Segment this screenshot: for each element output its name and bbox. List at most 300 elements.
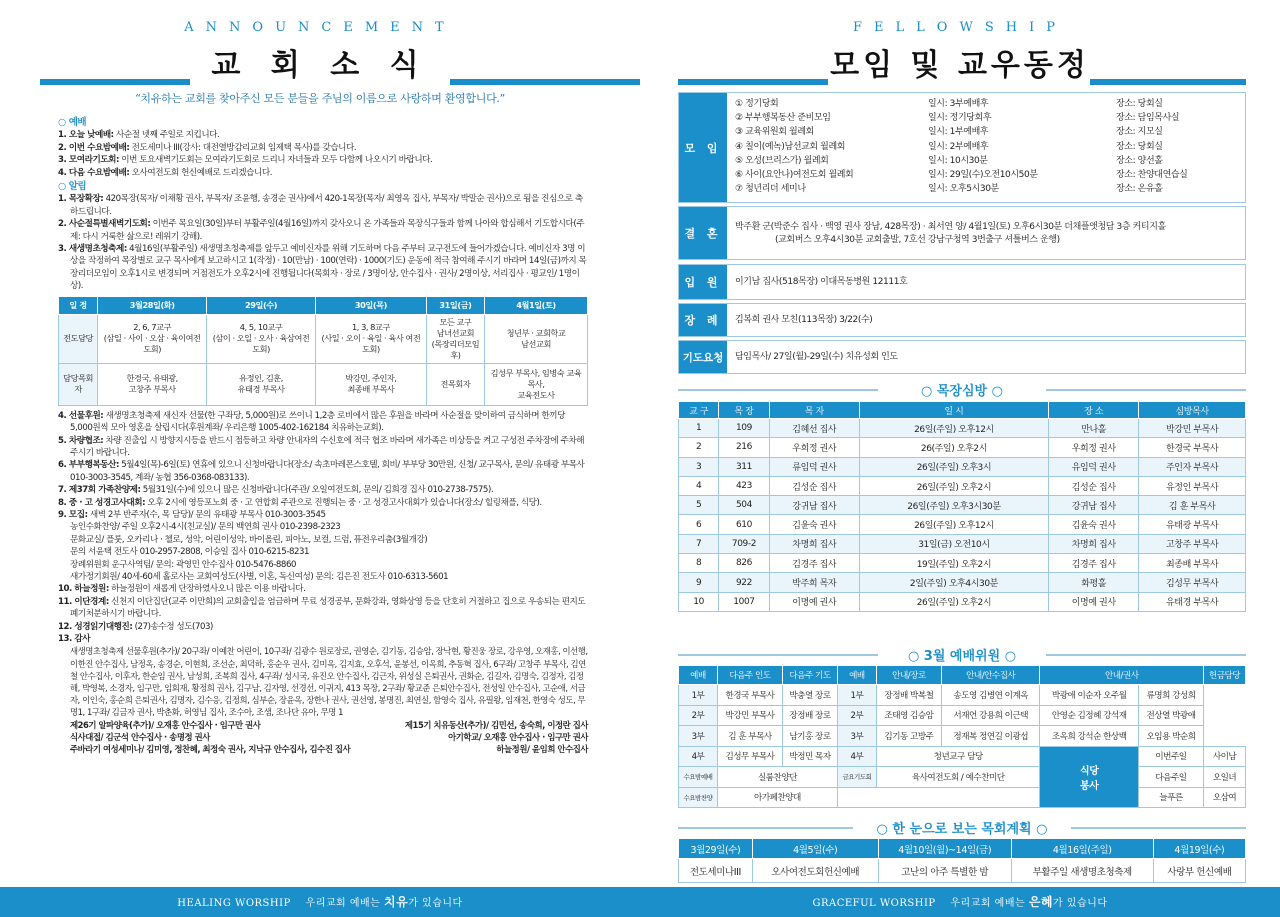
worship-row [679,787,1246,808]
visit-cell: 김혜선 집사 [769,419,859,438]
notice-item [58,621,588,633]
visit-cell: 10 [679,592,719,611]
visit-cell: 26일(주일) 오후3시30분 [859,496,1048,515]
worship-cell: 서재언 강용희 이근택 [942,705,1040,726]
wedding-line-1: 박주환 군(박준수 집사 · 백영 권사 장남, 428목장) · 최서연 양/ 4월1일(토) 오후6시30분 더채플앳청담 3층 커티지홀 [735,222,1166,232]
notice-item-value: 새벽 2부 반주자(수, 목 담당)/ 문의 유태광 부목사 010-3003-3545 [87,509,326,520]
recruit-line: 장례위원회 운구사역팀/ 문의: 곽영민 안수집사 010-5476-8860 [70,559,296,570]
notice-item-key: 1. 목장확장: [58,194,104,205]
worship-header: 헌금담당 [1204,666,1246,685]
title-rule-right-r [1090,79,1246,85]
title-rule-right [450,79,640,85]
meeting-cell: 일시: 정기당회후 [928,113,992,124]
worship-bar-right [1046,654,1246,656]
worship-item [58,167,588,179]
meeting-cell: 장소: 담임목사실 [1116,113,1180,124]
visit-cell: 504 [719,496,769,515]
meeting-cell: 장소: 당회실 [1116,99,1163,109]
notice-list [58,193,588,292]
visit-cell: 610 [719,515,769,534]
visit-cell: 이명예 권사 [769,592,859,611]
thanks-left: 식사대접/ 김군석 안수집사 · 송명정 권사 [70,731,210,742]
worship-cell: 아가페찬양대 [717,787,837,808]
worship-row [679,726,1246,747]
worship-header: 안내/권사 [1040,666,1204,685]
evangelism-schedule-table [58,296,588,406]
notice-item-key: 4. 선물후원: [58,410,104,421]
plan-header: 4월16일(주일) [1011,839,1153,859]
notice-item-key: 10. 하늘정원: [58,584,109,595]
worship-row [679,685,1246,706]
plan-header: 4월19일(수) [1153,839,1245,859]
meeting-cell: ② 부부행복동산 준비모임 [735,113,831,124]
visit-cell: 26일(주일) 오후3시 [859,457,1048,476]
visit-cell: 차명희 집사 [1049,534,1139,553]
visit-cell: 26(주일) 오후2시 [859,438,1048,457]
worship-cell: 김 훈 부목사 [717,726,782,747]
schedule-header: 29일(수) [207,296,316,314]
visit-cell: 7 [679,534,719,553]
recruit-line: 문의 서윤택 전도사 010-2957-2808, 이승일 집사 010-6215-8231 [70,547,310,558]
schedule-row [59,314,588,363]
thanks-left: 주바라기 여성세미나/ 김미영, 정찬혜, 최정숙 권사, 지낙규 안수집사, 김수진 집사 [70,744,351,755]
visit-cell: 826 [719,554,769,573]
meal-cell: 사이남 [1204,746,1246,767]
visit-cell: 한경국 부목사 [1139,438,1246,457]
plan-header: 4월5일(수) [752,839,878,859]
notice-item-value: (27)송수정 성도(703) [132,621,213,632]
schedule-header: 31일(금) [426,296,484,314]
notice-item-key: 13. 감사 [58,634,91,644]
notice-list-2 [58,410,588,522]
hospital-box [678,264,1246,300]
meeting-cell: ⑤ 오성(브리스가) 월례회 [735,155,829,166]
hospital-text: 이기남 집사(518목장) 이대목동병원 12111호 [735,277,908,287]
visit-cell: 박주희 목자 [769,573,859,592]
plan-cell: 고난의 아주 특별한 밤 [878,859,1011,883]
visit-cell: 강귀남 집사 [1049,496,1139,515]
visit-row [679,419,1246,438]
visit-cell: 차명희 집사 [769,534,859,553]
schedule-cell: 모든 교구 남녀선교회 (목장리더모임후) [426,314,484,363]
notice-item-value: 차량 진출입 시 방향지시등을 반드시 점등하고 차량 안내자의 수신호에 적극 협조 바라며 새가족은 비상등을 켜고 구성전 주차장에 주차해 주시기 바랍니다. [70,435,585,458]
schedule-cell: 2, 6, 7교구 (삼일 · 사이 · 오삼 · 육이여전도회) [98,314,207,363]
worship-bar-left [678,654,878,656]
visit-header: 심방목사 [1139,402,1246,419]
worship-cell: 4부 [679,746,718,767]
notice-item-value: 5월31일(수)에 있으니 많은 신청바랍니다(주관/ 오일여전도회, 문의/ 김희경 집사 010-2738-7575). [140,485,494,496]
notice-item [58,193,588,218]
visit-cell: 2일(주일) 오후4시30분 [859,573,1048,592]
visit-cell: 2 [679,438,719,457]
thanks-right: 하늘정원/ 윤임희 안수집사 [496,744,588,755]
wedding-line-2: (교회버스 오후4시30분 교회출발, 7호선 강남구청역 3번출구 셔틀버스 운행) [775,235,1060,245]
recruit-line: 새가정기회원/ 40세-60세 홀로사는 교회여성도(사별, 이혼, 독신여성) 문의: 김은진 전도사 010-6313-5601 [70,571,449,582]
notice-item [58,596,588,621]
visit-cell: 류임덕 권사 [769,457,859,476]
visit-cell: 26일(주일) 오후2시 [859,592,1048,611]
notice-item [58,497,588,509]
visit-table [678,401,1246,612]
visit-cell: 김 훈 부목사 [1139,496,1246,515]
schedule-cell: 1, 3, 8교구 (사일 · 오이 · 육일 · 육사 여전도회) [316,314,427,363]
worship-row [679,746,1246,767]
schedule-cell: 청년부 · 교회학교 남선교회 [484,314,587,363]
visit-cell: 922 [719,573,769,592]
visit-cell: 우희정 권사 [1049,438,1139,457]
fellowship-kicker: FELLOWSHIP [853,20,1067,35]
visit-cell: 김성순 집사 [1049,476,1139,495]
meeting-cell: 장소: 양선홀 [1116,155,1163,166]
visit-cell: 709-2 [719,534,769,553]
footer-em: 은혜 [1028,895,1054,909]
meeting-cell: ③ 교육위원회 월례회 [735,127,814,138]
right-footer [640,887,1280,917]
worship-header: 안내/안수집사 [942,666,1040,685]
visit-cell: 유임덕 권사 [1049,457,1139,476]
meeting-cell: 장소: 당회실 [1116,141,1163,152]
meeting-row [735,97,1216,111]
worship-cell: 금요기도회 [837,767,876,788]
visit-header: 목 자 [769,402,859,419]
visit-cell: 김경주 집사 [1049,554,1139,573]
plan-cell: 오사여전도회헌신예배 [752,859,878,883]
thanks-text: 새생명초청축제 선물후원(추가)/ 20구좌/ 이예찬 어린이, 10구좌/ 김광수 원로장로, 권영순, 김기동, 김승암, 장낙현, 황진웅 장로, 강우영, 오재홍, 이선행, 이한진 안수집사, 남정옥, 송경순, 이현희, 조선순, 최덕하, 홍순우 권사, 김미옥, 김지효, 오후석, 윤봉선, 이옥희, 추동혁 집사, 6구좌/ 고창주 부목사, 김연철 안수집사, 이후자, 한순임 권사, 남성희, 조복희 집사, 4구좌/ 성시국, 유진오 안수집사, 김근자, 위성실 은퇴권사, 권화순, 김길자, 김명숙, 김정자, 김정해, 박영복, 소경자, 임구만, 임회재, 황정희 권사, 김구남, 김자영, 선경선, 이귀지, 413 목장, 2구좌/ 황교준 은퇴안수집사, 전성일 안수집사, 고순애, 서금자, 이인숙, 홍순희 은퇴권사, 김명자, 김수응, 김정희, 심부순, 장윤옥, 장한나 권사, 권선영, 봉명진, 최연실, 함영숙 집사, 유필왕, 임재천, 한영숙 성도, 무명1, 1구좌/ 김금자 권사, 박춘화, 허영님 집사, 조수아, 조샘, 조나단 유아, 무명 1 [70,646,588,718]
plan-section-title [678,818,1246,837]
worship-header: 다음주 기도 [783,666,838,685]
notice-item [58,435,588,460]
meeting-cell: 일시: 3부예배후 [928,99,989,109]
recruit-line: 농인수화찬양/ 주일 오후2시-4시(친교실)/ 문의 백연희 권사 010-2398-2323 [70,522,341,533]
notice-item [58,459,588,484]
worship-cell: 박강민 부목사 [717,705,782,726]
meeting-cell: 장소: 지모실 [1116,127,1163,138]
thanks-row [70,719,588,731]
visit-row [679,438,1246,457]
meeting-row [735,168,1216,182]
visit-cell: 19일(주일) 오후2시 [859,554,1048,573]
notice-item-key: 6. 부부행복동산: [58,460,119,471]
meeting-row [735,182,1216,196]
visit-row [679,496,1246,515]
worship-cell: 실룸찬양단 [717,767,837,788]
left-footer [0,887,640,917]
worship-item [58,129,588,141]
visit-cell: 화평홀 [1049,573,1139,592]
meeting-cell: ④ 칠이(예녹)남선교회 월례회 [735,141,846,152]
worship-heading: ○ 예배 [58,117,87,128]
meeting-cell: ① 정기당회 [735,99,779,109]
schedule-cell: 박강민, 주인자, 최종배 부목사 [316,363,427,405]
worship-header: 안내/장로 [876,666,941,685]
notice-item [58,410,588,435]
worship-header: 예배 [679,666,718,685]
schedule-cell: 담당목회자 [59,363,98,405]
visit-header: 일 시 [859,402,1048,419]
worship-cell: 조태영 김승암 [876,705,941,726]
visit-cell: 유태경 부목사 [1139,592,1246,611]
worship-cell: 3부 [837,726,876,747]
schedule-cell: 4, 5, 10교구 (삼이 · 오일 · 오사 · 육삼여전도회) [207,314,316,363]
plan-header: 3월29일(수) [679,839,753,859]
meeting-cell: ⑥ 사이(요안나)여전도회 월례회 [735,170,854,181]
worship-cell: 청년교구 담당 [876,746,1040,767]
visit-cell: 주인자 부목사 [1139,457,1246,476]
worship-cell: 김기동 고방주 [876,726,941,747]
visit-cell: 423 [719,476,769,495]
schedule-cell: 전도담당 [59,314,98,363]
visit-header: 목 장 [719,402,769,419]
plan-cell: 사랑부 헌신예배 [1153,859,1245,883]
visit-header: 장 소 [1049,402,1139,419]
visit-cell: 31일(금) 오전10시 [859,534,1048,553]
notice-item-key: 8. 중 · 고 성경고사대회: [58,497,146,508]
footer-en: GRACEFUL WORSHIP [812,898,936,909]
funeral-text: 김복희 권사 모친(113목장) 3/22(수) [735,315,873,325]
plan-cell: 전도세미나III [679,859,753,883]
announcement-kicker: ANNOUNCEMENT [184,20,456,35]
plan-table [678,838,1246,883]
footer-ko-end: 가 있습니다 [408,898,463,909]
funeral-label: 장 례 [679,304,727,336]
schedule-cell: 전목회자 [426,363,484,405]
announcement-body [58,115,588,755]
worship-cell: 박충열 장로 [783,685,838,706]
plan-header: 4월10일(월)~14일(금) [878,839,1011,859]
visit-cell: 1007 [719,592,769,611]
prayer-box [678,340,1246,374]
worship-item-key: 1. 오늘 낮예배: [58,130,114,141]
thanks-row [70,743,588,755]
worship-item-key: 3. 모여라기도회: [58,155,119,166]
prayer-label: 기도요청 [679,341,727,373]
worship-item-key: 4. 다음 수요밤예배: [58,167,130,178]
worship-row [679,767,1246,788]
worship-item-value: 전도세미나 III(강사: 대전열방감리교회 임제택 목사)를 갖습니다. [129,142,357,153]
schedule-cell: 한경국, 유태광, 고창주 부목사 [98,363,207,405]
worship-cell: 수요밤예배 [679,767,718,788]
meeting-row [735,111,1216,125]
meal-cell: 오일녀 [1204,767,1246,788]
prayer-text: 담임목사/ 27일(월)-29일(수) 치유성회 인도 [735,352,898,362]
visit-cell: 9 [679,573,719,592]
visit-row [679,534,1246,553]
schedule-header: 일 정 [59,296,98,314]
thanks-right: 아기학교/ 오재홍 안수집사 · 임구만 권사 [448,731,588,742]
worship-cell: 2부 [679,705,718,726]
visit-row [679,457,1246,476]
meeting-row [735,140,1216,154]
schedule-row [59,363,588,405]
worship-cell: 2부 [837,705,876,726]
visit-cell: 26일(주일) 오후2시 [859,476,1048,495]
notice-item-value: 5월4일(목)-6일(토) 연휴에 있으니 신청바랍니다(장소/ 속초마레몬스호텔, 회비/ 부부당 30만원, 신청/ 교구목사, 문의/ 유태광 부목사 010-3003-3545, 계좌/ 농협 356-0368-083133). [70,460,585,483]
visit-cell: 26일(주일) 오후12시 [859,419,1048,438]
visit-row [679,573,1246,592]
worship-cell: 남기홍 장로 [783,726,838,747]
notice-item-value: 새생명초청축제 새신자 선물(한 구좌당, 5,000원)로 쓰이니 1,2층 로비에서 많은 후원을 바라며 사순절을 맞이하여 금식하며 한끼당 5,000원씩 모아 영혼을 살립시다(후원계좌/ 우리은행 1005-402-162184 치유하는교회). [70,410,565,434]
visit-cell: 311 [719,457,769,476]
worship-title-text: ○ 3월 예배위원 ○ [907,649,1017,664]
meeting-box [678,92,1246,203]
notice-item [58,633,588,645]
notice-item-key: 9. 모집: [58,509,88,520]
plan-cell: 부활주일 새생명초청축제 [1011,859,1153,883]
fellowship-title: 모임 및 교우동정 [830,48,1090,83]
schedule-header: 4월1일(토) [484,296,587,314]
schedule-cell: 유정인, 김훈, 유태경 부목사 [207,363,316,405]
worship-cell: 송도영 김병연 이계옥 [942,685,1040,706]
title-rule-left-r [678,79,828,85]
notice-item-value: 오후 2시에 영등포노회 중 · 고 연합회 주관으로 진행되는 중 · 고 성경고사대회가 있습니다(장소/ 힐링채플, 식당). [145,497,542,508]
plan-title-text: ○ 한 눈으로 보는 목회계획 ○ [876,822,1048,837]
worship-item-value: 오사여전도회 헌신예배로 드리겠습니다. [129,167,272,178]
notice-item-key: 7. 제37회 가족찬양제: [58,485,141,496]
worship-cell: 육사여전도회 / 예수찬미단 [876,767,1040,788]
meeting-cell: 일시: 1부예배후 [928,127,989,138]
worship-item [58,154,588,166]
meeting-label: 모 임 [679,93,727,202]
meal-cell: 다음주일 [1138,767,1203,788]
worship-cell: 1부 [837,685,876,706]
notice-item-value: 이번주 목요일(30일)부터 부활주일(4월16일)까지 갖사오니 온 가족들과 목장식구들과 함께 나아와 합심해서 기도합시다(주제: 다시 거룩한 삶으로! 레위기 강해). [70,219,585,242]
visit-cell: 26일(주일) 오후12시 [859,515,1048,534]
worship-item [58,142,588,154]
visit-cell: 최종배 부목사 [1139,554,1246,573]
visit-cell: 3 [679,457,719,476]
meeting-list [735,97,1216,196]
plan-bar-right [1071,827,1246,829]
worship-cell: 김성무 부목사 [717,746,782,767]
notice-item-key: 11. 이단경계: [58,596,109,607]
notice-item [58,243,588,293]
worship-cell: 정재복 정연길 이광섭 [942,726,1040,747]
worship-list [58,129,588,179]
worship-item-value: 이번 토요새벽기도회는 모여라기도회로 드리니 자녀들과 모두 다함께 나오시기 바랍니다. [118,155,433,166]
meeting-cell: 일시: 10시30분 [928,155,988,166]
recruit-line: 문화교실/ 플룻, 오카리나 · 첼로, 성악, 어린이성악, 바이올린, 피아노, 보컬, 드럼, 퓨전우리춤(3월개강) [70,534,428,545]
worship-cell: 박정민 목자 [783,746,838,767]
notice-item-value: 신천지 이단집단(교주 이만희)의 교회출입을 엄금하며 무료 성경공부, 문화강좌, 영화상영 등을 단호히 거절하고 집으로 우송되는 편지도 폐기처분하시기 바랍니다. [70,596,586,620]
worship-header: 다음주 인도 [717,666,782,685]
notice-item [58,218,588,243]
visit-header: 교 구 [679,402,719,419]
visit-cell: 1 [679,419,719,438]
plan-bar-left [678,827,853,829]
notice-item-value: 하늘정원이 새롭게 단장하였사오니 많은 이용 바랍니다. [108,584,306,595]
worship-cell: 한경국 부목사 [717,685,782,706]
meeting-cell: 일시: 2부예배후 [928,141,989,152]
meal-cell: 이번주일 [1138,746,1203,767]
worship-cell: 류명희 강성희 [1138,685,1203,706]
visit-cell: 109 [719,419,769,438]
wedding-label: 결 혼 [679,207,727,259]
thanks-row [70,731,588,743]
visit-row [679,592,1246,611]
visit-cell: 김윤숙 권사 [769,515,859,534]
notice-item [58,583,588,595]
meeting-cell: 장소: 온유홀 [1116,184,1163,195]
visit-cell: 유태광 부목사 [1139,515,1246,534]
footer-em: 치유 [384,895,409,909]
notice-item-value: 420목장(목자/ 이채황 권사, 부목자/ 조윤행, 송경순 권사)에서 420-1목장(목자/ 최영옥 집사, 부목자/ 박말순 권사)으로 됨을 진심으로 축하드립니다. [70,194,583,217]
visit-cell: 8 [679,554,719,573]
notice-heading: ○ 알림 [58,181,87,193]
meeting-row [735,125,1216,139]
thanks-right: 제15기 치유동산(추가)/ 김민선, 송숙희, 이정란 집사 [404,719,588,730]
visit-cell: 김경주 집사 [769,554,859,573]
worship-item-value: 사순절 넷째 주일로 지킵니다. [113,130,220,141]
visit-bar-left [678,389,878,391]
worship-cell: 1부 [679,685,718,706]
worship-cell: 오임용 박순희 [1138,726,1203,747]
notice-item-key: 12. 성경읽기대행진: [58,621,133,632]
worship-row [679,705,1246,726]
schedule-header: 30일(목) [316,296,427,314]
meeting-cell: 장소: 찬양대연습실 [1116,170,1188,181]
worship-cell: 수요밤찬양 [679,787,718,808]
welcome-quote: “치유하는 교회를 찾아주신 모든 분들을 주님의 이름으로 사랑하며 환영합니다.” [135,92,505,105]
worship-committee-table [678,665,1246,808]
notice-item-key: 3. 새생명초청축제: [58,244,127,255]
notice-list-3 [58,583,588,645]
visit-cell: 유정인 부목사 [1139,476,1246,495]
visit-row [679,476,1246,495]
visit-cell: 고창주 부목사 [1139,534,1246,553]
thanks-left: 제26기 알파양육(추가)/ 오재홍 안수집사 · 임구만 권사 [70,719,261,730]
meeting-cell: ⑦ 청년리더 세미나 [735,184,806,195]
thanks-rows [58,719,588,756]
schedule-header: 3월28일(화) [98,296,207,314]
notice-item [58,509,588,521]
worship-cell: 4부 [837,746,876,767]
hospital-label: 입 원 [679,265,727,299]
visit-cell: 우희정 권사 [769,438,859,457]
visit-row [679,515,1246,534]
worship-section-title [678,645,1246,664]
worship-cell: 전상열 박광애 [1138,705,1203,726]
visit-cell: 이명예 권사 [1049,592,1139,611]
visit-cell: 강귀남 집사 [769,496,859,515]
wedding-box [678,206,1246,260]
visit-cell: 김성순 집사 [769,476,859,495]
meal-cell: 오삼여 [1204,787,1246,808]
worship-header: 예배 [837,666,876,685]
visit-cell: 김윤숙 권사 [1049,515,1139,534]
meal-cell: 늘푸른 [1138,787,1203,808]
visit-title-text: ○ 목장심방 ○ [921,384,1003,399]
visit-row [679,554,1246,573]
visit-cell: 김성무 부목사 [1139,573,1246,592]
visit-cell: 4 [679,476,719,495]
worship-cell: 장정배 박복철 [876,685,941,706]
funeral-box [678,303,1246,337]
notice-item-key: 5. 차량협조: [58,435,104,446]
footer-en: HEALING WORSHIP [177,898,291,909]
title-rule-left [40,79,190,85]
meeting-row [735,154,1216,168]
notice-item-value: 4월16일(부활주일) 새생명초청축제를 앞두고 예비신자를 위해 기도하며 다음 주부터 교구전도에 들어가겠습니다. 예비신자 3명 이상을 작정하여 목장별로 교구 목사에게 보고하시고 1(작정) · 10(만남) · 100(연락) · 1000(기도) 운동에 적극 참여해 주시기 바라며 14일(금)까지 목장리더모임이 오후1시로 변경되며 거점전도가 오후2시에 진행됩니다(목회자 · 장로 / 3명이상, 안수집사 · 권사/ 2명이상, 서리집사 · 평교인/ 1명이상). [70,244,587,292]
meal-label: 식당 봉사 [1040,746,1138,808]
meeting-cell: 일시: 오후5시30분 [928,184,999,195]
visit-cell: 만나홀 [1049,419,1139,438]
worship-cell: 박광애 이순자 오주월 [1040,685,1138,706]
recruit-list [58,521,588,583]
visit-cell: 박강민 부목사 [1139,419,1246,438]
footer-ko: 우리교회 예배는 [950,898,1029,909]
worship-cell [837,787,1039,808]
visit-bar-right [1046,389,1246,391]
